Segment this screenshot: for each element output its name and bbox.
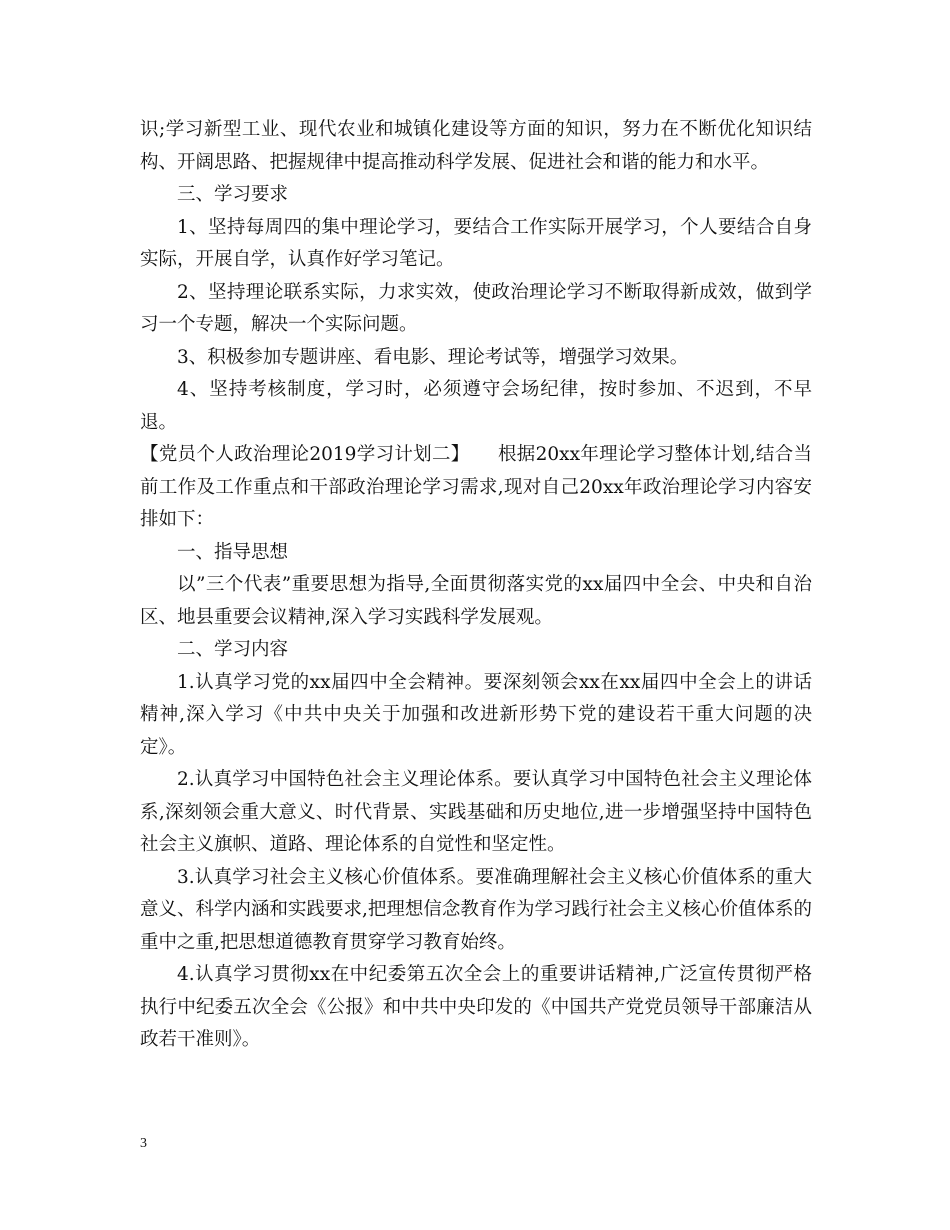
content-item-3: 3.认真学习社会主义核心价值体系。要准确理解社会主义核心价值体系的重大意义、科学内涵和实践要求,把理想信念教育作为学习践行社会主义核心价值体系的重中之重,把思想道德教育贯穿学习教育始终。 <box>140 866 812 953</box>
paragraph-continuation: 识;学习新型工业、现代农业和城镇化建设等方面的知识，努力在不断优化知识结构、开阔思路、把握规律中提高推动科学发展、促进社会和谐的能力和水平。 <box>140 119 812 173</box>
guiding-thought-text: 以”三个代表”重要思想为指导,全面贯彻落实党的xx届四中全会、中央和自治区、地县重要会议精神,深入学习实践科学发展观。 <box>140 574 812 628</box>
plan-two-intro: 【党员个人政治理论2019学习计划二】 根据20xx年理论学习整体计划,结合当前工作及工作重点和干部政治理论学习需求,现对自己20xx年政治理论学习内容安排如下： <box>140 444 812 530</box>
section-heading-content: 二、学习内容 <box>177 639 289 660</box>
content-item-4: 4.认真学习贯彻xx在中纪委第五次全会上的重要讲话精神,广泛宣传贯彻严格执行中纪委五次全会《公报》和中共中央印发的《中国共产党党员领导干部廉洁从政若干准则》。 <box>140 964 812 1050</box>
content-item-2: 2.认真学习中国特色社会主义理论体系。要认真学习中国特色社会主义理论体系,深刻领会重大意义、时代背景、实践基础和历史地位,进一步增强坚持中国特色社会主义旗帜、道路、理论体系的自觉性和坚定性。 <box>140 769 812 855</box>
document-body <box>140 114 812 1057</box>
requirement-item-2: 2、坚持理论联系实际，力求实效，使政治理论学习不断取得新成效，做到学习一个专题，解决一个实际问题。 <box>140 281 812 335</box>
section-heading-guiding-thought: 一、指导思想 <box>177 541 289 563</box>
page-number: 3 <box>140 1136 147 1151</box>
content-item-1: 1.认真学习党的xx届四中全会精神。要深刻领会xx在xx届四中全会上的讲话精神,深入学习《中共中央关于加强和改进新形势下党的建设若干重大问题的决定》。 <box>140 671 812 758</box>
requirement-item-3: 3、积极参加专题讲座、看电影、理论考试等，增强学习效果。 <box>177 346 689 368</box>
requirement-item-1: 1、坚持每周四的集中理论学习，要结合工作实际开展学习，个人要结合自身实际，开展自学，认真作好学习笔记。 <box>140 216 812 270</box>
section-heading-requirements: 三、学习要求 <box>177 184 289 205</box>
requirement-item-4: 4、坚持考核制度，学习时，必须遵守会场纪律，按时参加、不迟到，不早退。 <box>140 379 812 433</box>
